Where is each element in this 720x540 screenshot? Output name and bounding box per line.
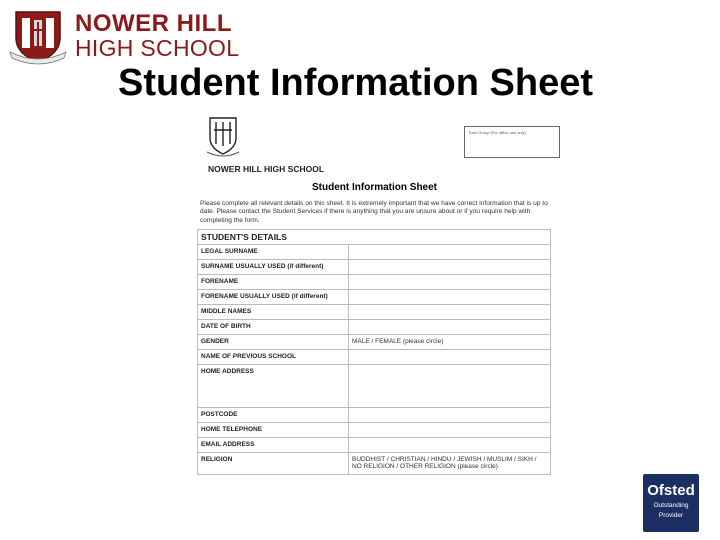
field-value[interactable] <box>349 350 551 365</box>
office-use-box: Tutor Group (For office use only) <box>464 126 560 158</box>
slide-title: Student Information Sheet <box>118 62 593 104</box>
field-label: FORENAME USUALLY USED (if different) <box>198 290 349 305</box>
field-label: NAME OF PREVIOUS SCHOOL <box>198 350 349 365</box>
field-label: RELIGION <box>198 453 349 475</box>
section-header: STUDENT'S DETAILS <box>198 230 551 245</box>
sheet-title: Student Information Sheet <box>312 182 437 193</box>
ofsted-brand: Ofsted <box>647 482 695 499</box>
student-details-table <box>197 229 551 475</box>
school-name-line1: NOWER HILL <box>75 10 232 37</box>
field-label: SURNAME USUALLY USED (if different) <box>198 260 349 275</box>
sheet-school-name: NOWER HILL HIGH SCHOOL <box>208 164 325 174</box>
sheet-crest-icon <box>206 116 240 160</box>
field-label: FORENAME <box>198 275 349 290</box>
field-label: POSTCODE <box>198 408 349 423</box>
field-value[interactable] <box>349 408 551 423</box>
field-value[interactable] <box>349 275 551 290</box>
field-value[interactable] <box>349 365 551 408</box>
field-value[interactable] <box>349 260 551 275</box>
ofsted-line2: Provider <box>658 512 684 519</box>
field-label: HOME ADDRESS <box>198 365 349 408</box>
sheet-intro: Please complete all relevant details on this sheet. It is extremely important that we have correct information that is up to date. Please contact the Student Services if there is anything that you are unsure about or if you require help with completing the form. <box>200 200 548 224</box>
field-value[interactable] <box>349 305 551 320</box>
field-value[interactable] <box>349 290 551 305</box>
field-label: MIDDLE NAMES <box>198 305 349 320</box>
school-name-line2: HIGH SCHOOL <box>75 35 240 61</box>
form-preview <box>192 112 560 472</box>
ofsted-badge <box>643 474 699 532</box>
field-value[interactable] <box>349 438 551 453</box>
field-label: HOME TELEPHONE <box>198 423 349 438</box>
field-label: DATE OF BIRTH <box>198 320 349 335</box>
field-value[interactable] <box>349 423 551 438</box>
field-label: EMAIL ADDRESS <box>198 438 349 453</box>
field-label: GENDER <box>198 335 349 350</box>
school-crest-logo <box>8 8 68 66</box>
field-value[interactable]: MALE / FEMALE (please circle) <box>349 335 551 350</box>
field-label: LEGAL SURNAME <box>198 245 349 260</box>
school-name <box>75 12 239 60</box>
field-value[interactable] <box>349 245 551 260</box>
field-value[interactable] <box>349 320 551 335</box>
ofsted-line1: Outstanding <box>653 502 689 509</box>
field-value[interactable]: BUDDHIST / CHRISTIAN / HINDU / JEWISH / MUSLIM / SIKH / NO RELIGION / OTHER RELIGION (please circle) <box>349 453 551 475</box>
